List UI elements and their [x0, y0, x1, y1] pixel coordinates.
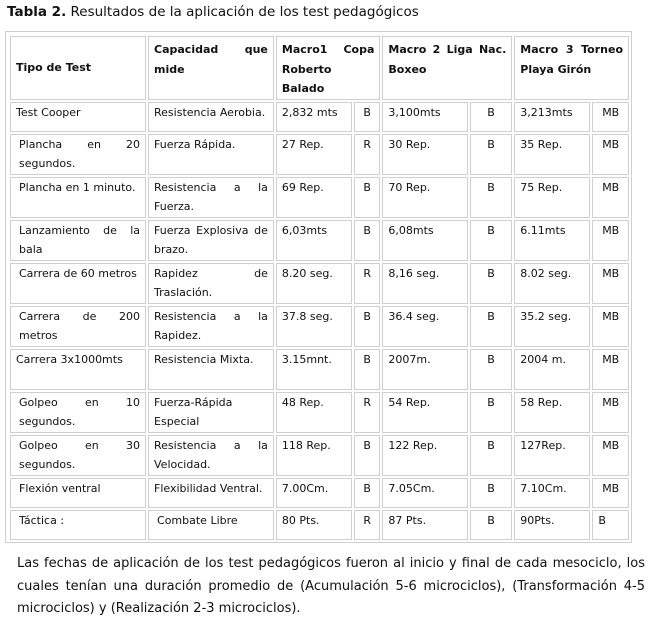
table-row [10, 392, 629, 433]
cell-macro1-eval: R [354, 263, 380, 304]
cell-macro3-eval: MB [592, 478, 629, 508]
cell-macro3-result: 75 Rep. [514, 177, 590, 218]
cell-macro3-eval: MB [592, 349, 629, 390]
cell-macro1-eval: B [354, 478, 380, 508]
cell-macro2-result: 8,16 seg. [382, 263, 467, 304]
cell-macro1-result: 8.20 seg. [276, 263, 352, 304]
cell-capacidad: Resistencia a la Rapidez. [148, 306, 274, 347]
cell-macro3-result: 3,213mts [514, 102, 590, 132]
cell-tipo: Plancha en 1 minuto. [10, 177, 146, 218]
cell-tipo: Carrera 3x1000mts [10, 349, 146, 390]
header-capacidad: Capacidad que mide [148, 36, 274, 100]
cell-macro2-eval: B [470, 510, 513, 540]
caption-label: Tabla 2. [7, 4, 67, 20]
cell-macro3-result: 2004 m. [514, 349, 590, 390]
cell-macro2-eval: B [470, 478, 513, 508]
cell-macro2-result: 87 Pts. [382, 510, 467, 540]
cell-macro1-eval: R [354, 134, 380, 175]
cell-tipo: Carrera de 200 metros [10, 306, 146, 347]
cell-capacidad: Combate Libre [148, 510, 274, 540]
cell-macro3-result: 35 Rep. [514, 134, 590, 175]
cell-macro1-eval: R [354, 392, 380, 433]
cell-tipo: Plancha en 20 segundos. [10, 134, 146, 175]
cell-macro2-eval: B [470, 263, 513, 304]
cell-macro1-result: 7.00Cm. [276, 478, 352, 508]
cell-macro2-eval: B [470, 392, 513, 433]
cell-capacidad: Fuerza Explosiva de brazo. [148, 220, 274, 261]
cell-macro1-result: 48 Rep. [276, 392, 352, 433]
table-row [10, 306, 629, 347]
cell-macro2-eval: B [470, 177, 513, 218]
cell-macro1-result: 3.15mnt. [276, 349, 352, 390]
cell-tipo: Flexión ventral [10, 478, 146, 508]
cell-macro3-eval: MB [592, 102, 629, 132]
cell-macro3-eval: MB [592, 392, 629, 433]
cell-macro1-result: 118 Rep. [276, 435, 352, 476]
cell-capacidad: Resistencia Mixta. [148, 349, 274, 390]
cell-macro1-result: 6,03mts [276, 220, 352, 261]
cell-macro2-result: 30 Rep. [382, 134, 467, 175]
footnote-paragraph: Las fechas de aplicación de los test pedagógicos fueron al inicio y final de cada mesociclo, los cuales tenían una duración promedio de (Acumulación 5-6 microciclos), (Transformación 4-5 microciclos) y (Realización 2-3 microciclos). [17, 556, 645, 616]
cell-macro2-result: 7.05Cm. [382, 478, 467, 508]
cell-capacidad: Fuerza-Rápida Especial [148, 392, 274, 433]
cell-tipo: Golpeo en 30 segundos. [10, 435, 146, 476]
cell-macro2-result: 2007m. [382, 349, 467, 390]
cell-capacidad: Resistencia a la Fuerza. [148, 177, 274, 218]
cell-macro1-result: 37.8 seg. [276, 306, 352, 347]
cell-macro1-eval: B [354, 102, 380, 132]
cell-macro3-result: 35.2 seg. [514, 306, 590, 347]
caption-text: Resultados de la aplicación de los test pedagógicos [66, 4, 419, 20]
cell-macro1-result: 80 Pts. [276, 510, 352, 540]
cell-capacidad: Resistencia a la Velocidad. [148, 435, 274, 476]
cell-macro3-eval: MB [592, 306, 629, 347]
cell-macro2-eval: B [470, 102, 513, 132]
cell-capacidad: Fuerza Rápida. [148, 134, 274, 175]
cell-macro3-result: 7.10Cm. [514, 478, 590, 508]
table-row [10, 478, 629, 508]
header-macro3: Macro 3 Torneo Playa Girón [514, 36, 629, 100]
table-caption [7, 3, 419, 21]
cell-macro3-eval: MB [592, 263, 629, 304]
cell-macro2-eval: B [470, 134, 513, 175]
cell-macro1-eval: B [354, 435, 380, 476]
table-row [10, 134, 629, 175]
cell-capacidad: Flexibilidad Ventral. [148, 478, 274, 508]
results-table-frame [5, 31, 632, 543]
cell-tipo: Test Cooper [10, 102, 146, 132]
table-header-row [10, 36, 629, 100]
cell-tipo: Golpeo en 10 segundos. [10, 392, 146, 433]
cell-macro3-eval: MB [592, 220, 629, 261]
cell-macro2-eval: B [470, 306, 513, 347]
cell-macro3-eval: MB [592, 177, 629, 218]
cell-tipo: Lanzamiento de la bala [10, 220, 146, 261]
results-table [8, 34, 631, 542]
header-macro1: Macro1 Copa Roberto Balado [276, 36, 381, 100]
cell-macro2-eval: B [470, 220, 513, 261]
table-row [10, 263, 629, 304]
cell-macro2-result: 70 Rep. [382, 177, 467, 218]
cell-macro3-result: 8.02 seg. [514, 263, 590, 304]
cell-capacidad: Resistencia Aerobia. [148, 102, 274, 132]
header-macro2: Macro 2 Liga Nac. Boxeo [382, 36, 512, 100]
cell-macro3-result: 58 Rep. [514, 392, 590, 433]
cell-macro3-eval: B [592, 510, 629, 540]
cell-macro3-eval: MB [592, 134, 629, 175]
cell-macro2-eval: B [470, 435, 513, 476]
table-row [10, 220, 629, 261]
cell-tipo: Carrera de 60 metros [10, 263, 146, 304]
cell-macro3-result: 127Rep. [514, 435, 590, 476]
table-row [10, 349, 629, 390]
cell-macro1-result: 27 Rep. [276, 134, 352, 175]
cell-capacidad: Rapidez de Traslación. [148, 263, 274, 304]
cell-macro1-result: 69 Rep. [276, 177, 352, 218]
cell-macro1-eval: B [354, 177, 380, 218]
cell-macro1-eval: R [354, 510, 380, 540]
cell-macro1-eval: B [354, 349, 380, 390]
table-row [10, 510, 629, 540]
table-row [10, 102, 629, 132]
header-tipo-de-test: Tipo de Test [10, 36, 146, 100]
cell-macro2-result: 54 Rep. [382, 392, 467, 433]
cell-macro2-eval: B [470, 349, 513, 390]
cell-macro3-eval: MB [592, 435, 629, 476]
cell-macro2-result: 3,100mts [382, 102, 467, 132]
cell-macro3-result: 6.11mts [514, 220, 590, 261]
cell-macro1-result: 2,832 mts [276, 102, 352, 132]
cell-macro2-result: 36.4 seg. [382, 306, 467, 347]
table-row [10, 435, 629, 476]
table-row [10, 177, 629, 218]
cell-macro1-eval: B [354, 306, 380, 347]
cell-macro2-result: 122 Rep. [382, 435, 467, 476]
cell-macro1-eval: B [354, 220, 380, 261]
cell-macro3-result: 90Pts. [514, 510, 590, 540]
cell-macro2-result: 6,08mts [382, 220, 467, 261]
cell-tipo: Táctica : [10, 510, 146, 540]
